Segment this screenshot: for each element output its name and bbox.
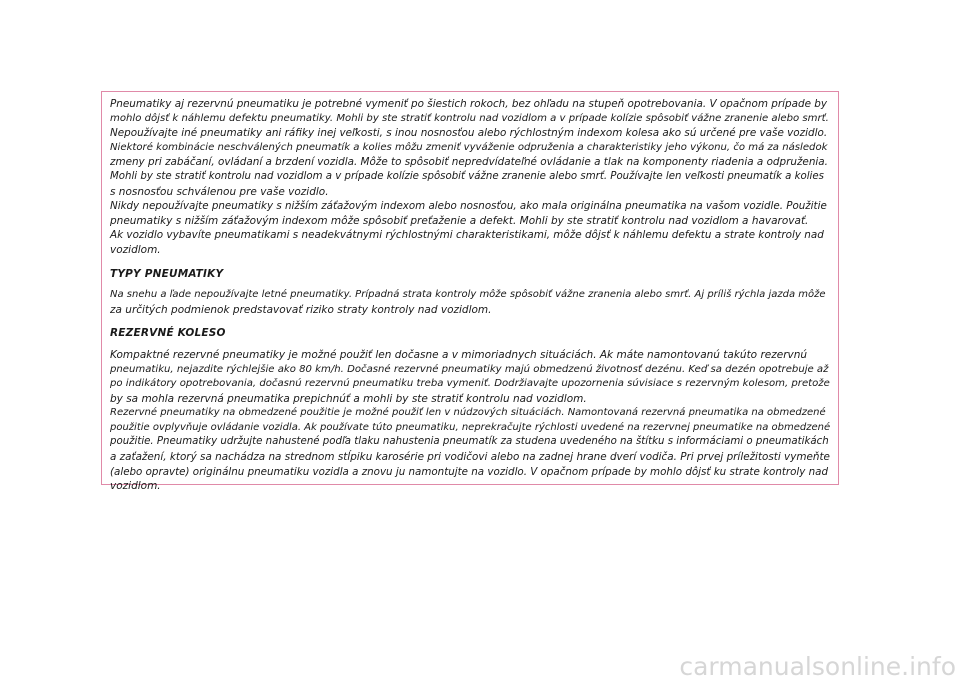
- text-line: s nosnosťou schválenou pre vaše vozidlo.: [110, 185, 329, 198]
- intro-paragraphs: [110, 97, 830, 258]
- text-line: Nikdy nepoužívajte pneumatiky s nižším záťažovým indexom alebo nosnosťou, ako mala originálna pneumatika na vašom vozidle. Použitie: [110, 200, 827, 213]
- tire-types-paragraph: [110, 288, 830, 317]
- spare-wheel-paragraphs: [110, 348, 830, 494]
- text-line: použitie ovplyvňuje ovládanie vozidla. Ak používate túto pneumatiku, neprekračujte rýchlosti uvedené na rezervnej pneumatike na obmedzené: [110, 421, 831, 433]
- text-line: po indikátory opotrebovania, dočasnú rezervnú pneumatiku treba vymeniť. Dodržiavajte upozornenia súvisiace s rezervným kolesom, pretože: [110, 378, 830, 390]
- text-line: za určitých podmienok predstavovať riziko straty kontroly nad vozidlom.: [110, 303, 492, 316]
- text-line: Nepoužívajte iné pneumatiky ani ráfiky inej veľkosti, s inou nosnosťou alebo rýchlostným indexom kolesa ako sú určené pre vaše vozidlo.: [110, 127, 828, 140]
- spare-wheel-heading: REZERVNÉ KOLESO: [110, 327, 226, 340]
- text-line: vozidlom.: [110, 480, 161, 493]
- text-line: Kompaktné rezervné pneumatiky je možné použiť len dočasne a v mimoriadnych situáciách. Ak máte namontovanú takúto rezervnú: [110, 348, 808, 361]
- text-line: Ak vozidlo vybavíte pneumatikami s neadekvátnymi rýchlostnými charakteristikami, môže dôjsť k náhlemu defektu a strate kontroly nad: [110, 229, 824, 242]
- text-line: pneumatiku, nejazdite rýchlejšie ako 80 km/h. Dočasné rezervné pneumatiky majú obmedzenú životnosť dezénu. Keď sa dezén opotrebuje až: [110, 363, 829, 375]
- text-line: by sa mohla rezervná pneumatika prepichnúť a mohli by ste stratiť kontrolu nad vozidlom.: [110, 392, 587, 405]
- text-line: a zaťažení, ktorý sa nachádza na strednom stĺpiku karosérie pri vodičovi alebo na zadnej hrane dverí vodiča. Pri prvej príležitosti vymeňte: [110, 451, 830, 464]
- text-line: pneumatiky s nižším záťažovým indexom môže spôsobiť preťaženie a defekt. Mohli by ste stratiť kontrolu nad vozidlom a havarovať.: [110, 214, 809, 227]
- text-line: zmeny pri zabáčaní, ovládaní a brzdení vozidla. Môže to spôsobiť nepredvídateľné ovládanie a tlak na komponenty riadenia a odpruženia.: [110, 156, 828, 169]
- spacer: [110, 317, 830, 326]
- text-line: (alebo opravte) originálnu pneumatiku vozidla a znovu ju namontujte na vozidlo. V opačnom prípade by mohlo dôjsť ku strate kontroly nad: [110, 465, 829, 478]
- text-line: vozidlom.: [110, 243, 161, 256]
- text-line: Rezervné pneumatiky na obmedzené použitie je možné použiť len v núdzových situáciách. Namontovaná rezervná pneumatika na obmedzené: [110, 407, 826, 419]
- text-line: použitie. Pneumatiky udržujte nahustené podľa tlaku nahustenia pneumatík za studena uvedeného na štítku s informáciami o pneumatikách: [110, 436, 829, 448]
- tire-types-heading: TYPY PNEUMATIKY: [110, 267, 224, 280]
- text-line: mohlo dôjsť k náhlemu defektu pneumatiky. Mohli by ste stratiť kontrolu nad vozidlom a v prípade kolízie spôsobiť vážne zranenie alebo smrť.: [110, 112, 829, 124]
- spacer: [110, 341, 830, 348]
- warning-box: [101, 91, 839, 493]
- text-line: Na snehu a ľade nepoužívajte letné pneumatiky. Prípadná strata kontroly môže spôsobiť vážne zranenia alebo smrť. Aj príliš rýchla jazda môže: [110, 289, 826, 301]
- text-line: Mohli by ste stratiť kontrolu nad vozidlom a v prípade kolízie spôsobiť vážne zranenie alebo smrť. Používajte len veľkosti pneumatík a kolies: [110, 170, 824, 182]
- spacer: [110, 281, 830, 288]
- spacer: [110, 258, 830, 267]
- text-line: Niektoré kombinácie neschválených pneumatík a kolies môžu zmeniť vyváženie odpruženia a charakteristiky jeho výkonu, čo má za následok: [110, 141, 828, 153]
- text-line: Pneumatiky aj rezervnú pneumatiku je potrebné vymeniť po šiestich rokoch, bez ohľadu na stupeň opotrebovania. V opačnom prípade by: [110, 98, 828, 110]
- watermark: carmanualsonline.info: [679, 652, 956, 681]
